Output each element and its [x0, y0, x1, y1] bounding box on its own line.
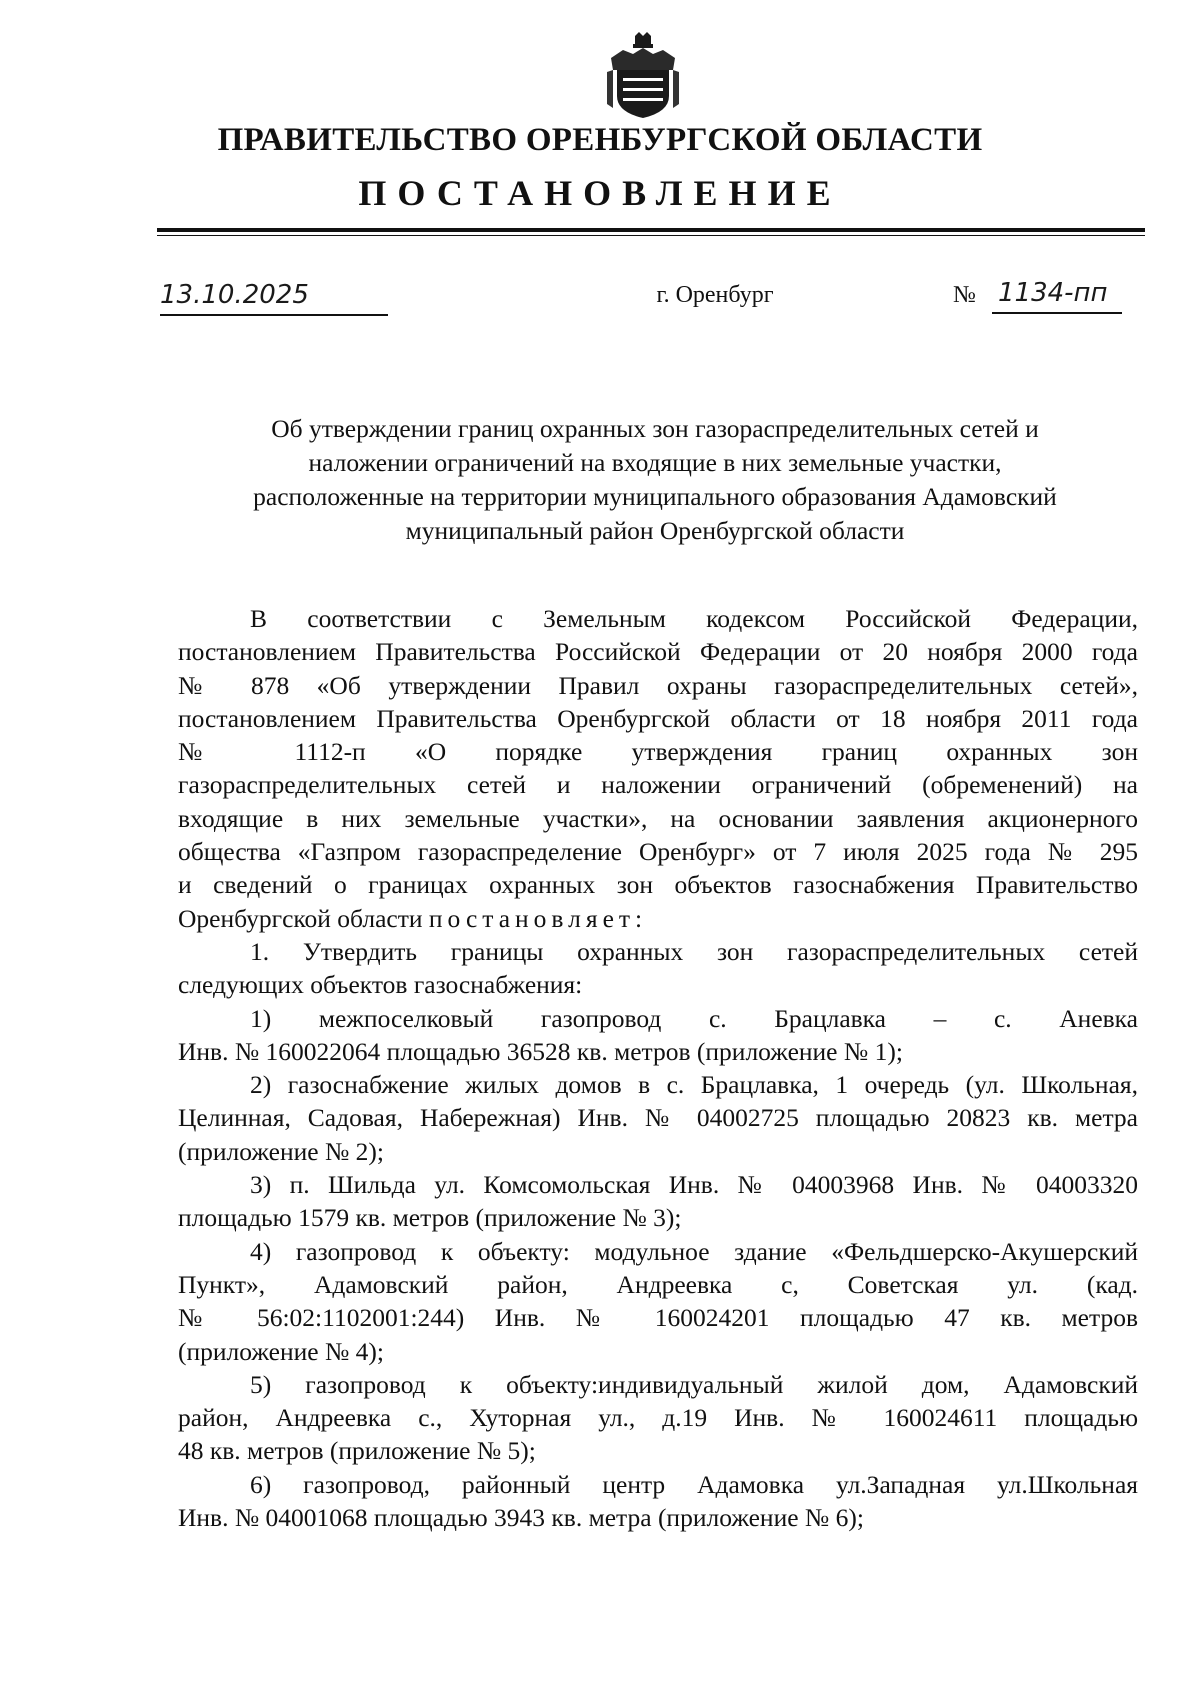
text-line: газораспределительных сетей и наложении ограничений (обременений) на [178, 770, 1138, 800]
text-fragment: Оренбургской области [178, 903, 429, 933]
document-date: 13.10.2025 [160, 280, 309, 310]
list-item-line: 2) газоснабжение жилых домов в с. Брацлавка, 1 очередь (ул. Школьная, [250, 1070, 1138, 1100]
list-item-line: площадью 1579 кв. метров (приложение № 3); [178, 1203, 682, 1233]
city: г. Оренбург [656, 282, 774, 308]
list-item-line: 5) газопровод к объекту:индивидуальный жилой дом, Адамовский [250, 1369, 1138, 1399]
text-line: № 1112-п «О порядке утверждения границ охранных зон [178, 737, 1138, 767]
list-item-line: 6) газопровод, районный центр Адамовка ул.Западная ул.Школьная [250, 1469, 1138, 1499]
list-item-line: 48 кв. метров (приложение № 5); [178, 1436, 536, 1466]
text-line: общества «Газпром газораспределение Оренбург» от 7 июля 2025 года № 295 [178, 837, 1138, 867]
preamble-closing [178, 902, 1138, 935]
document-body [178, 602, 1138, 1534]
list-item-line: район, Андреевка с., Хуторная ул., д.19 Инв. № 160024611 площадью [178, 1403, 1138, 1433]
organization-title: ПРАВИТЕЛЬСТВО ОРЕНБУРГСКОЙ ОБЛАСТИ [217, 122, 983, 158]
list-item-line: (приложение № 2); [178, 1136, 384, 1166]
header-divider-thin [157, 235, 1145, 236]
list-item-line: № 56:02:1102001:244) Инв. № 160024201 площадью 47 кв. метров [178, 1303, 1138, 1333]
list-item-line: (приложение № 4); [178, 1336, 384, 1366]
coat-of-arms-icon [603, 30, 683, 122]
number-field [992, 276, 1122, 314]
list-item-line: Инв. № 04001068 площадью 3943 кв. метра (приложение № 6); [178, 1503, 864, 1533]
text-line: № 878 «Об утверждении Правил охраны газораспределительных сетей», [178, 670, 1138, 700]
document-number: 1134-пп [998, 278, 1108, 308]
text-line: и сведений о границах охранных зон объектов газоснабжения Правительство [178, 870, 1138, 900]
clause-line: следующих объектов газоснабжения: [178, 970, 583, 1000]
document-subject [160, 412, 1150, 548]
resolving-verb: постановляет: [428, 903, 648, 933]
number-label: № [953, 282, 976, 308]
list-item-line: Целинная, Садовая, Набережная) Инв. № 04002725 площадью 20823 кв. метра [178, 1103, 1138, 1133]
text-line: В соответствии с Земельным кодексом Российской Федерации, [250, 604, 1138, 633]
text-line: входящие в них земельные участки», на основании заявления акционерного [178, 803, 1138, 833]
subject-line: расположенные на территории муниципального образования Адамовский [253, 482, 1057, 511]
list-item-line: 3) п. Шильда ул. Комсомольская Инв. № 04003968 Инв. № 04003320 [250, 1170, 1138, 1200]
list-item-line: Пункт», Адамовский район, Андреевка с, Советская ул. (кад. [178, 1269, 1138, 1299]
list-item-line: 1) межпоселковый газопровод с. Брацлавка – с. Аневка [250, 1003, 1138, 1033]
text-line: постановлением Правительства Оренбургской области от 18 ноября 2011 года [178, 703, 1138, 733]
text-line: постановлением Правительства Российской Федерации от 20 ноября 2000 года [178, 637, 1138, 667]
list-item-line: 4) газопровод к объекту: модульное здание «Фельдшерско-Акушерский [250, 1236, 1138, 1266]
header-divider [157, 228, 1145, 232]
subject-line: Об утверждении границ охранных зон газораспределительных сетей и [271, 414, 1039, 443]
clause-line: 1. Утвердить границы охранных зон газораспределительных сетей [250, 936, 1138, 966]
subject-line: наложении ограничений на входящие в них земельные участки, [308, 448, 1002, 477]
subject-line: муниципальный район Оренбургской области [405, 516, 905, 545]
list-item-line: Инв. № 160022064 площадью 36528 кв. метров (приложение № 1); [178, 1036, 903, 1066]
document-type: ПОСТАНОВЛЕНИЕ [358, 173, 842, 213]
